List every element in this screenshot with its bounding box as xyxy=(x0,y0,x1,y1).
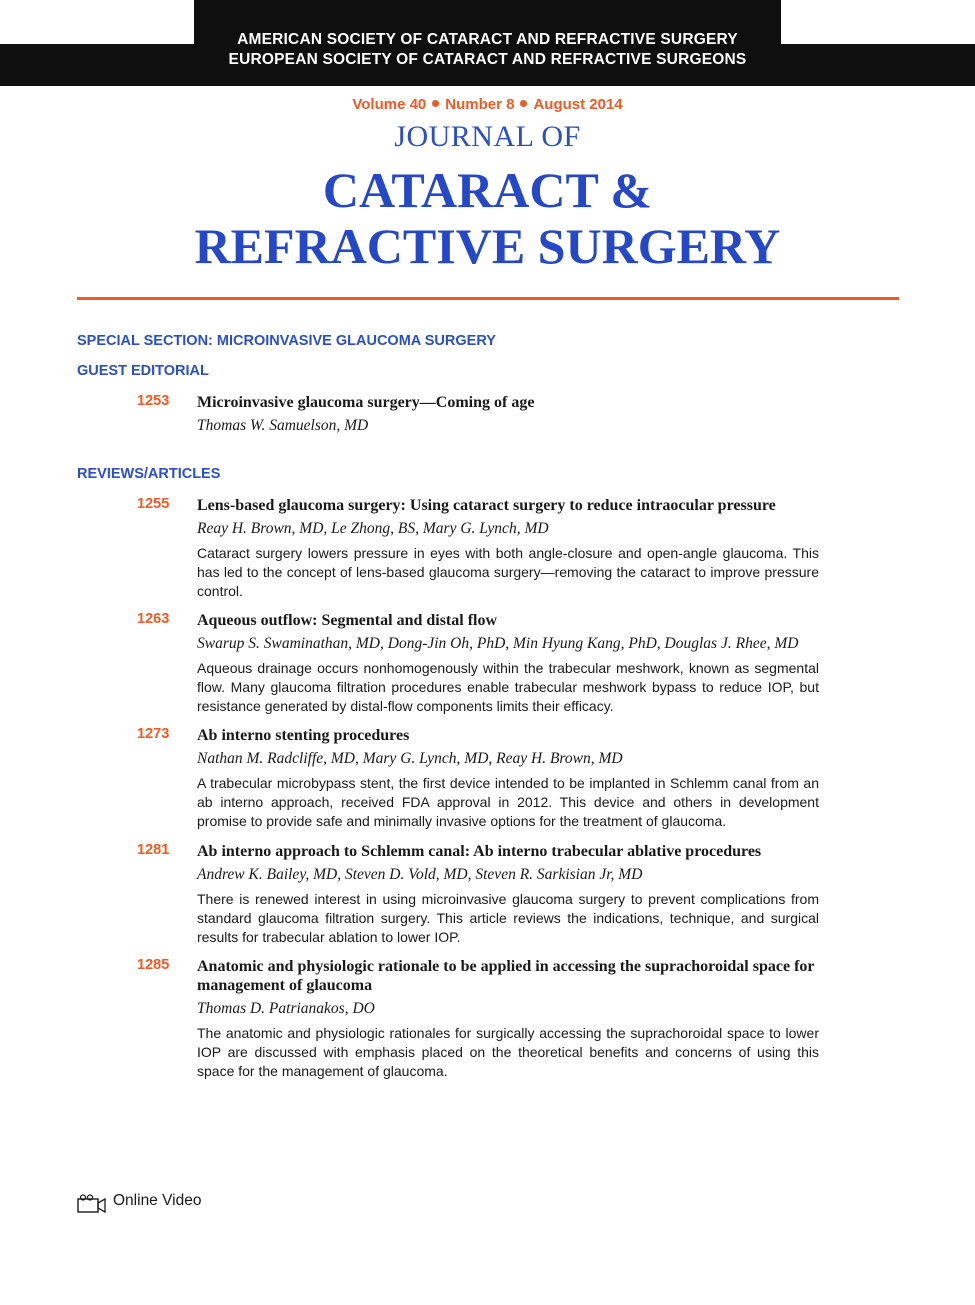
article-title[interactable]: Aqueous outflow: Segmental and distal flow xyxy=(197,612,498,629)
page-number: 1281 xyxy=(137,842,170,858)
online-video-label: Online Video xyxy=(113,1192,202,1209)
page-number: 1273 xyxy=(137,726,170,742)
journal-title-line1: CATARACT & xyxy=(322,162,653,218)
article-authors: Thomas W. Samuelson, MD xyxy=(197,417,369,434)
article-authors: Nathan M. Radcliffe, MD, Mary G. Lynch, MD, Reay H. Brown, MD xyxy=(197,750,623,767)
section-guest-editorial: GUEST EDITORIAL xyxy=(77,363,209,379)
header-tab-left xyxy=(0,0,194,44)
volume: Volume 40 xyxy=(352,96,427,113)
header-tab-right xyxy=(781,0,975,44)
article-authors: Reay H. Brown, MD, Le Zhong, BS, Mary G. Lynch, MD xyxy=(197,520,549,537)
article-abstract: The anatomic and physiologic rationales for surgically accessing the suprachoroidal space to lower IOP are discussed with emphasis placed on the theoretical benefits and concerns of using this space for the management of glaucoma. xyxy=(197,1025,819,1079)
divider xyxy=(77,297,899,300)
article-title[interactable]: Anatomic and physiologic rationale to be applied in accessing the suprachoroidal space for management of glaucoma xyxy=(197,958,815,994)
journal-title-line2: REFRACTIVE SURGERY xyxy=(194,218,781,274)
society-ascrs: AMERICAN SOCIETY OF CATARACT AND REFRACTIVE SURGERY xyxy=(237,31,738,48)
article-abstract: A trabecular microbypass stent, the first device intended to be implanted in Schlemm canal from an ab interno approach, received FDA approval in 2012. This device and others in development promise to provide safe and minimally invasive options for the treatment of glaucoma. xyxy=(197,775,819,829)
page-number: 1263 xyxy=(137,611,170,627)
society-names xyxy=(194,30,781,70)
article-title[interactable]: Microinvasive glaucoma surgery—Coming of age xyxy=(197,394,535,411)
article-abstract: Cataract surgery lowers pressure in eyes with both angle-closure and open-angle glaucoma. This has led to the concept of lens-based glaucoma surgery—removing the cataract to improve pressure control. xyxy=(197,545,819,599)
article-authors: Andrew K. Bailey, MD, Steven D. Vold, MD, Steven R. Sarkisian Jr, MD xyxy=(197,866,643,883)
bullet-dot xyxy=(432,100,439,107)
article-abstract: Aqueous drainage occurs nonhomogenously within the trabecular meshwork, known as segmental flow. Many glaucoma filtration procedures enable trabecular meshwork bypass to reduce IOP, but resistance generated by distal-flow components limits their efficacy. xyxy=(197,660,819,714)
page-number: 1285 xyxy=(137,957,170,973)
article-title[interactable]: Ab interno stenting procedures xyxy=(197,727,410,744)
section-special: SPECIAL SECTION: MICROINVASIVE GLAUCOMA SURGERY xyxy=(77,333,496,349)
bullet-dot xyxy=(520,100,527,107)
society-escrs: EUROPEAN SOCIETY OF CATARACT AND REFRACTIVE SURGEONS xyxy=(228,51,747,68)
video-camera-icon xyxy=(77,1194,107,1214)
article-authors: Swarup S. Swaminathan, MD, Dong-Jin Oh, PhD, Min Hyung Kang, PhD, Douglas J. Rhee, MD xyxy=(197,635,799,652)
number: Number 8 xyxy=(445,96,515,113)
issue-info xyxy=(0,96,975,113)
journal-title xyxy=(0,162,975,274)
article-authors: Thomas D. Patrianakos, DO xyxy=(197,1000,375,1017)
journal-of: JOURNAL OF xyxy=(394,120,581,153)
section-reviews: REVIEWS/ARTICLES xyxy=(77,466,221,482)
article-title[interactable]: Lens-based glaucoma surgery: Using cataract surgery to reduce intraocular pressure xyxy=(197,497,776,514)
page-number: 1253 xyxy=(137,393,170,409)
article-title[interactable]: Ab interno approach to Schlemm canal: Ab interno trabecular ablative procedures xyxy=(197,843,762,860)
article-abstract: There is renewed interest in using microinvasive glaucoma surgery to prevent complications from standard glaucoma filtration surgery. This article reviews the indications, technique, and surgical results for trabecular ablation to lower IOP. xyxy=(197,891,819,945)
issue-date: August 2014 xyxy=(533,96,623,113)
page-number: 1255 xyxy=(137,496,170,512)
